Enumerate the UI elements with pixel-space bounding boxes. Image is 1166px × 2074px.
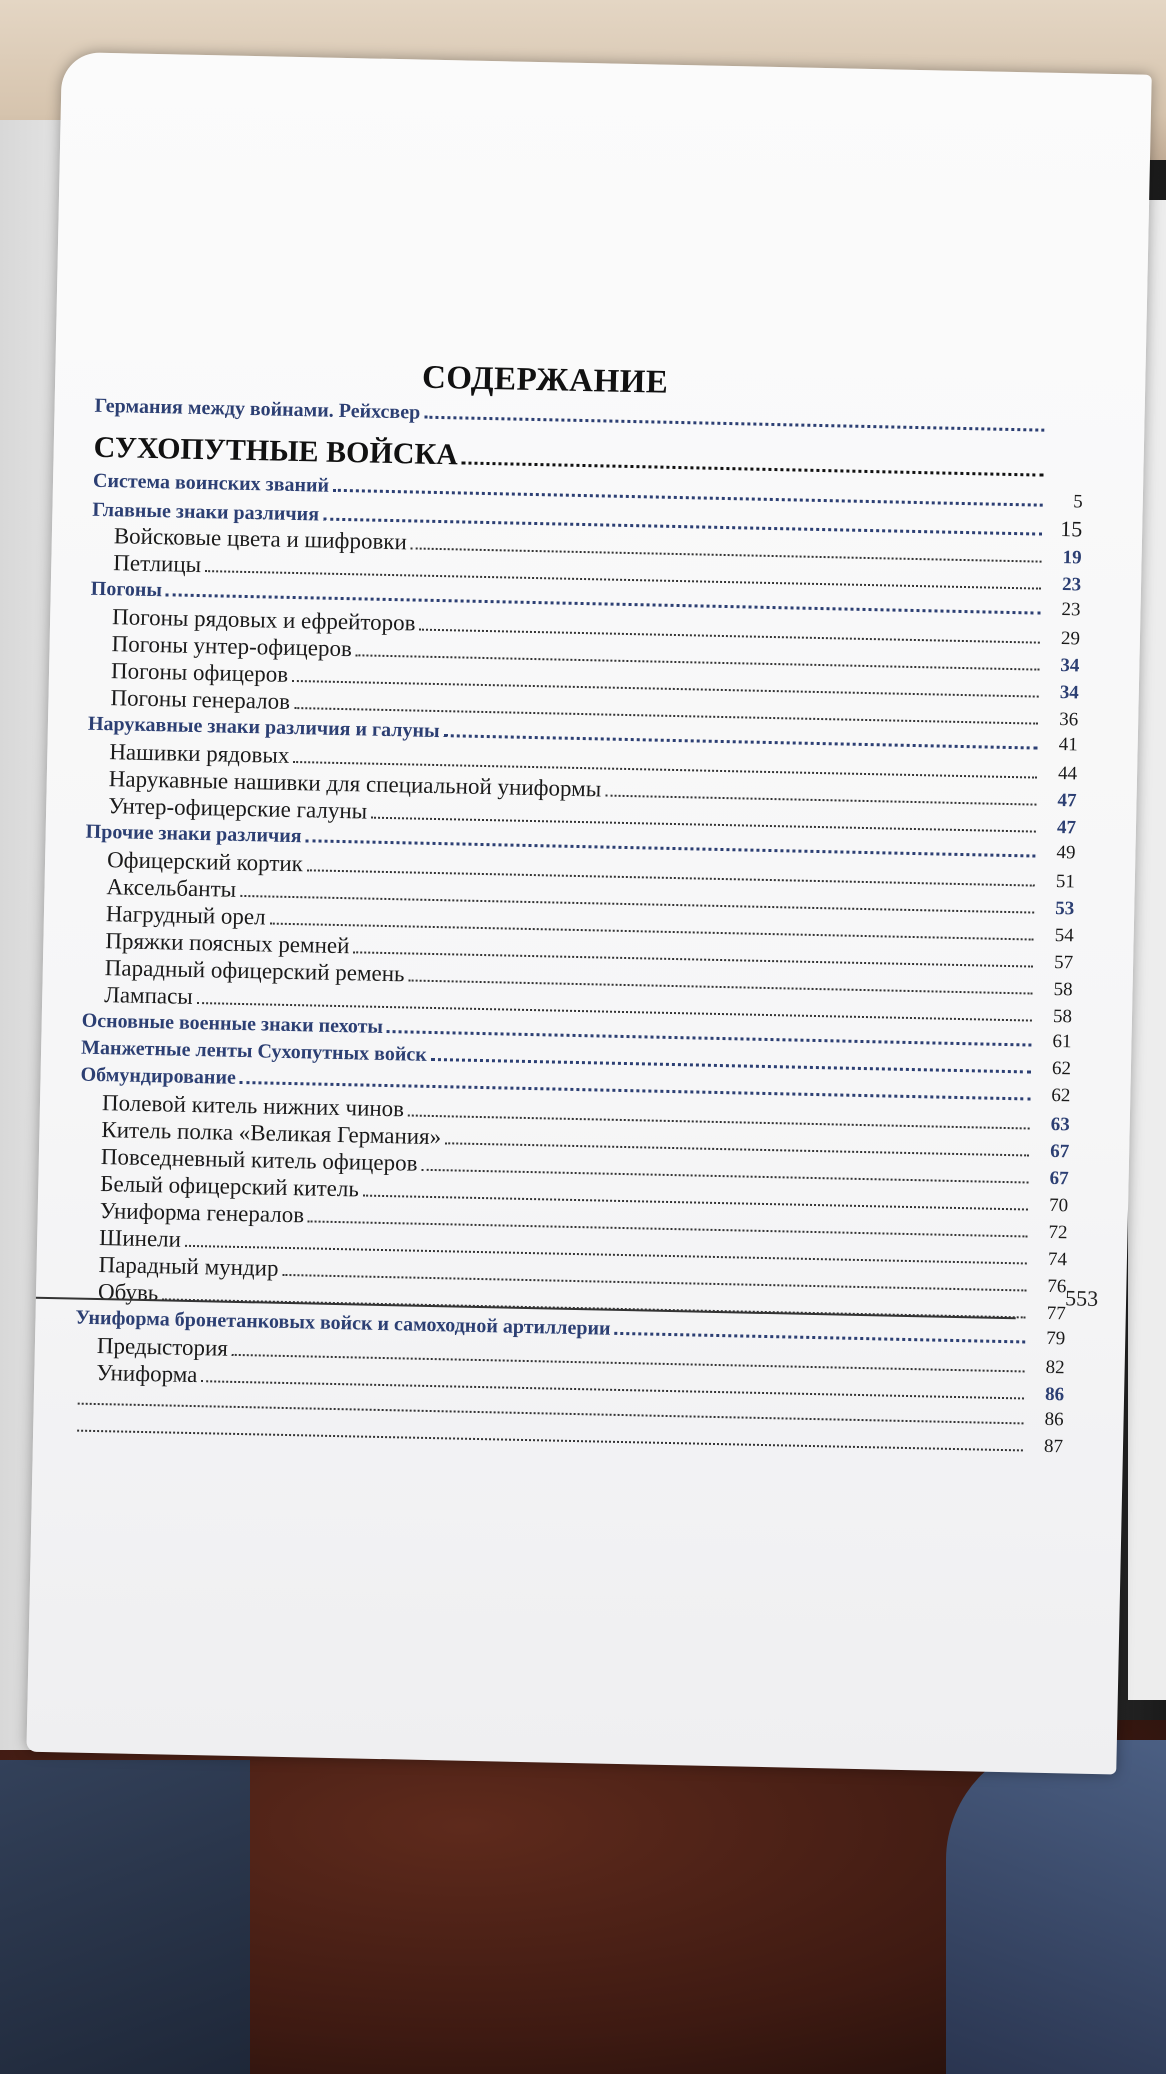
toc-entry-page: 86 [1044, 1383, 1065, 1406]
dot-leader [77, 1430, 1023, 1452]
dot-leader [462, 461, 1044, 476]
toc-entry-page: 15 [1059, 516, 1083, 542]
toc-entry-page: 5 [1073, 491, 1084, 513]
toc-entry-label: Лампасы [104, 982, 194, 1009]
toc-entry-label: Погоны офицеров [110, 658, 289, 687]
toc-entry-page: 74 [1047, 1248, 1068, 1271]
toc-entry-label: СУХОПУТНЫЕ ВОЙСКА [93, 430, 459, 472]
toc-entry-label: Германия между войнами. Рейхсвер [94, 394, 421, 424]
toc-entry-page: 44 [1057, 763, 1078, 785]
toc-entry-page: 51 [1055, 870, 1076, 893]
jeans-right [946, 1740, 1166, 2074]
toc-entry-page: 87 [1043, 1435, 1064, 1458]
toc-entry-label: Прочие знаки различия [85, 820, 302, 848]
toc-entry-label: Белый офицерский китель [100, 1171, 360, 1202]
toc-entry-label: Обувь [97, 1279, 159, 1306]
toc-entry-page: 29 [1060, 628, 1081, 650]
toc-entry-label: Парадный офицерский ремень [104, 955, 405, 987]
toc-entry-page: 34 [1059, 682, 1080, 704]
toc-entry-page: 54 [1054, 924, 1074, 947]
toc-entry-page: 58 [1053, 978, 1073, 1001]
toc-entry-page: 19 [1062, 547, 1082, 569]
toc-entry-page: 23 [1061, 599, 1081, 621]
toc-entry-label: Полевой китель нижних чинов [101, 1090, 405, 1122]
dot-leader [424, 416, 1044, 432]
toc-entry-page: 58 [1052, 1005, 1073, 1028]
toc-entry-label: Система воинских званий [92, 469, 330, 497]
toc-entry-page [1047, 477, 1083, 478]
dot-leader [614, 1332, 1025, 1344]
page-number: 553 [1064, 1285, 1099, 1311]
toc-entry-label: Войсковые цвета и шифровки [113, 523, 408, 555]
toc-entry-page: 36 [1059, 709, 1079, 731]
toc-entry-label: Манжетные ленты Сухопутных войск [80, 1036, 427, 1066]
toc-entry-label: Китель полка «Великая Германия» [101, 1117, 442, 1150]
toc-entry-label: Петлицы [113, 550, 202, 578]
toc-entry-label: Погоны унтер-офицеров [111, 631, 353, 662]
toc-entry-page [1048, 432, 1084, 433]
toc-entry-label: Обмундирование [80, 1063, 237, 1089]
toc-entry-label: Нарукавные знаки различия и галуны [87, 712, 440, 743]
toc-entry-page: 47 [1057, 790, 1077, 812]
toc-entry-page: 67 [1049, 1140, 1070, 1163]
toc-entry-page: 82 [1045, 1356, 1065, 1379]
toc-entry-page: 49 [1056, 842, 1076, 864]
toc-entry-page: 57 [1053, 951, 1074, 974]
toc-entry-label: Погоны [90, 577, 163, 602]
toc-entry-label: Погоны генералов [110, 685, 291, 714]
toc-entry-label: Аксельбанты [106, 874, 237, 902]
jeans-left [0, 1760, 250, 2074]
toc-entry-label: Погоны рядовых и ефрейторов [111, 604, 416, 636]
toc-entry-page: 62 [1051, 1084, 1071, 1107]
toc-entry-label: Шинели [98, 1225, 182, 1252]
toc-entry-label: Нарукавные нашивки для специальной униформы [108, 766, 602, 802]
toc-entry-page: 70 [1048, 1194, 1069, 1217]
toc-entry-label: Униформа бронетанковых войск и самоходной артиллерии [75, 1306, 611, 1340]
toc-entry-label: Пряжки поясных ремней [105, 928, 350, 959]
toc-entry-page: 67 [1049, 1167, 1069, 1190]
toc-entry-page: 72 [1048, 1221, 1068, 1244]
toc-entry-label: Парадный мундир [98, 1252, 279, 1281]
book-page [26, 52, 1151, 1774]
toc-entry-page: 53 [1055, 897, 1075, 920]
toc-entry-label: Основные военные знаки пехоты [81, 1009, 384, 1038]
toc-entry-page: 62 [1051, 1057, 1072, 1080]
toc-entry-label: Униформа [96, 1360, 198, 1388]
toc-entry-page: 41 [1058, 734, 1078, 756]
toc-entry-page: 76 [1047, 1275, 1067, 1298]
toc-entry-label: Нагрудный орел [105, 901, 266, 930]
toc-entry-label: Нашивки рядовых [109, 739, 290, 768]
toc-entry-label: Офицерский кортик [106, 847, 304, 877]
toc-entry-label: Унтер-офицерские галуны [107, 793, 368, 824]
toc-entry-label: Униформа генералов [99, 1198, 305, 1228]
toc-entry-page: 79 [1046, 1327, 1066, 1350]
toc-entry-page: 63 [1050, 1113, 1070, 1136]
toc-entry-page: 23 [1061, 574, 1082, 596]
toc-entry-page: 47 [1056, 817, 1077, 839]
toc-entry-label: Повседневный китель офицеров [100, 1144, 418, 1176]
toc-entry-page: 77 [1046, 1302, 1067, 1325]
page-title: СОДЕРЖАНИЕ [421, 359, 669, 401]
toc-entry-page: 86 [1044, 1408, 1064, 1431]
toc-entry-label: Предыстория [96, 1333, 229, 1361]
toc-entry-page: 34 [1060, 655, 1080, 677]
toc-entry-page: 61 [1052, 1030, 1072, 1053]
toc-entry-label: Главные знаки различия [92, 498, 320, 526]
